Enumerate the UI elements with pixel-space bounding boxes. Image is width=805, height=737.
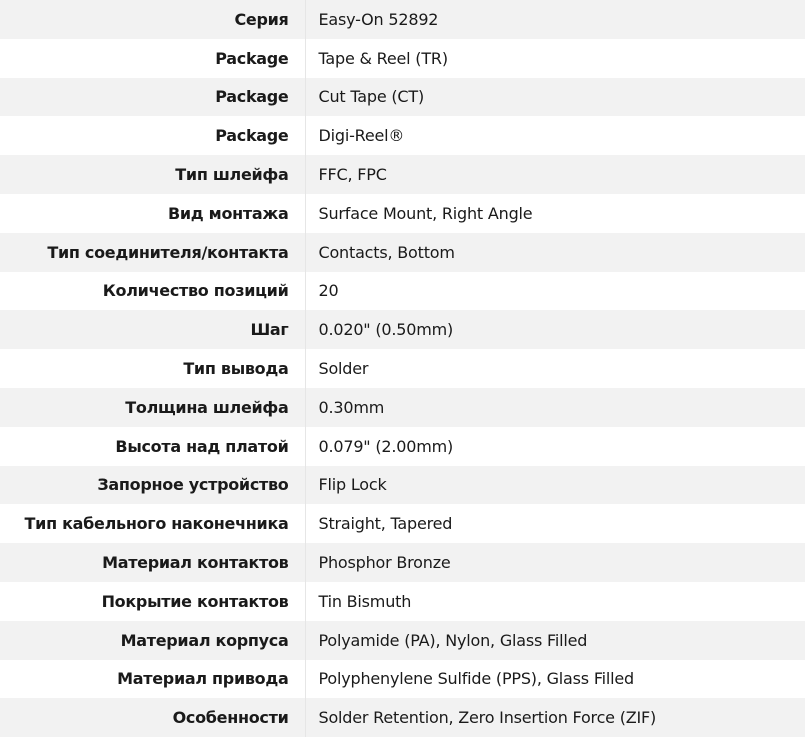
- spec-label: Тип шлейфа: [0, 155, 305, 194]
- spec-row-pitch: [0, 310, 805, 349]
- spec-value: Solder: [318, 359, 369, 379]
- spec-label: Тип соединителя/контакта: [0, 233, 305, 272]
- spec-label: Материал контактов: [0, 543, 305, 582]
- spec-value: Tape & Reel (TR): [318, 48, 448, 68]
- spec-row-actuator-material: [0, 660, 805, 699]
- spec-label: Package: [0, 78, 305, 117]
- spec-label: Запорное устройство: [0, 466, 305, 505]
- spec-row-height-above-board: [0, 427, 805, 466]
- spec-label: Толщина шлейфа: [0, 388, 305, 427]
- spec-label: Шаг: [0, 310, 305, 349]
- spec-value: 0.30mm: [318, 397, 385, 417]
- spec-value: Polyamide (PA), Nylon, Glass Filled: [318, 630, 588, 650]
- spec-value: FFC, FPC: [318, 165, 387, 185]
- spec-value: Phosphor Bronze: [318, 553, 451, 573]
- spec-row-positions: [0, 272, 805, 311]
- spec-row-mounting-type: [0, 194, 805, 233]
- spec-value: Digi-Reel®: [318, 126, 405, 146]
- spec-label: Материал корпуса: [0, 621, 305, 660]
- spec-value: Flip Lock: [318, 475, 387, 495]
- spec-label: Покрытие контактов: [0, 582, 305, 621]
- spec-row-package-ct: [0, 78, 805, 117]
- spec-label: Особенности: [0, 698, 305, 737]
- spec-row-termination: [0, 349, 805, 388]
- spec-row-package-digireel: [0, 116, 805, 155]
- spec-value: Surface Mount, Right Angle: [318, 203, 533, 223]
- spec-label: Высота над платой: [0, 427, 305, 466]
- spec-value: Cut Tape (CT): [318, 87, 425, 107]
- spec-value: 0.020" (0.50mm): [318, 320, 454, 340]
- spec-label: Тип кабельного наконечника: [0, 504, 305, 543]
- spec-row-cable-end-type: [0, 504, 805, 543]
- spec-row-cable-type: [0, 155, 805, 194]
- spec-row-connector-type: [0, 233, 805, 272]
- spec-value: Straight, Tapered: [318, 514, 453, 534]
- spec-label: Package: [0, 39, 305, 78]
- spec-label: Тип вывода: [0, 349, 305, 388]
- spec-label: Package: [0, 116, 305, 155]
- spec-value: Solder Retention, Zero Insertion Force (ZIF): [318, 708, 657, 728]
- spec-row-package-tr: [0, 39, 805, 78]
- spec-row-series: [0, 0, 805, 39]
- spec-value: Polyphenylene Sulfide (PPS), Glass Filled: [318, 669, 634, 689]
- spec-value: Contacts, Bottom: [318, 242, 455, 262]
- spec-row-housing-material: [0, 621, 805, 660]
- spec-value: Tin Bismuth: [318, 591, 412, 611]
- spec-label: Количество позиций: [0, 272, 305, 311]
- spec-value: 0.079" (2.00mm): [318, 436, 454, 456]
- spec-label: Материал привода: [0, 660, 305, 699]
- spec-value: Easy-On 52892: [318, 9, 439, 29]
- spec-row-locking: [0, 466, 805, 505]
- spec-row-cable-thickness: [0, 388, 805, 427]
- spec-value: 20: [318, 281, 339, 301]
- spec-label: Вид монтажа: [0, 194, 305, 233]
- spec-row-contact-material: [0, 543, 805, 582]
- spec-label: Серия: [0, 0, 305, 39]
- spec-row-contact-finish: [0, 582, 805, 621]
- spec-row-features: [0, 698, 805, 737]
